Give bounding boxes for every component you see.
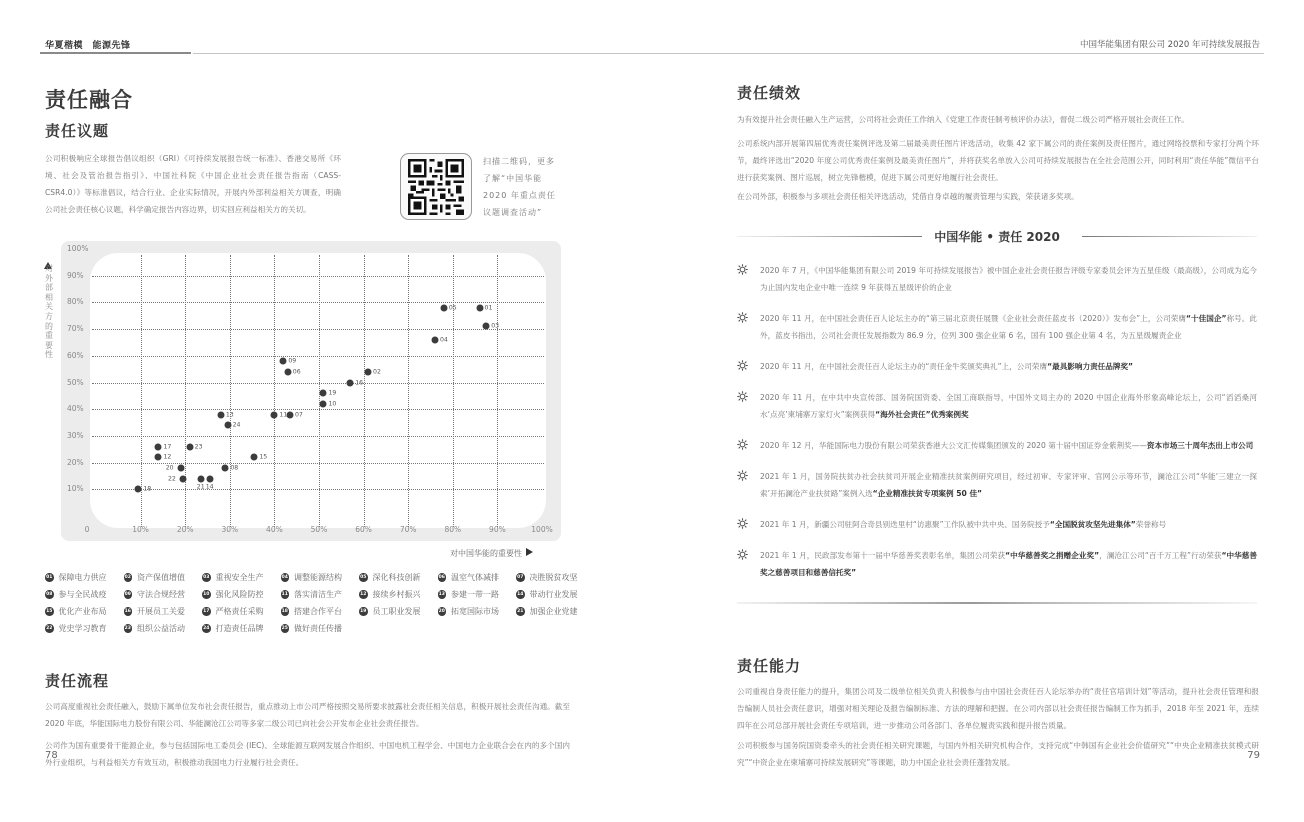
process-paragraph-1: 公司高度重视社会责任融入，鼓励下属单位发布社会责任报告，重点推动上市公司严格按照交易所要求披露社会责任相关信息，积极开展社会责任沟通。截至 2020 年底，华能国际电力股份有限公司、华能澜沧江公司等多家二级公司已向社会公开发布企业社会责任报告。	[45, 702, 570, 728]
x-tick-label: 80%	[444, 525, 462, 534]
performance-title: 责任绩效	[737, 84, 802, 102]
legend-label: 带动行业发展	[529, 590, 578, 599]
data-point-label: 15	[259, 453, 268, 461]
legend-number-badge: 07	[517, 575, 524, 580]
x-tick-label: 50%	[310, 525, 328, 534]
sun-gear-icon	[737, 360, 749, 372]
banner-line-right	[1082, 236, 1257, 237]
legend-item	[359, 589, 438, 600]
y-tick-label: 100%	[67, 244, 89, 253]
data-point-label: 09	[288, 357, 297, 365]
award-item	[737, 437, 1257, 454]
legend-number-badge: 01	[46, 575, 53, 580]
legend-label: 保障电力供应	[58, 573, 107, 582]
data-point-label: 04	[439, 336, 448, 344]
chart-legend	[45, 572, 578, 634]
qr-code-icon	[408, 159, 464, 215]
x-tick-label: 40%	[266, 525, 283, 534]
x-tick-label: 70%	[399, 525, 417, 534]
legend-item	[45, 623, 124, 634]
page-number-right: 79	[1247, 750, 1260, 761]
data-point	[224, 422, 231, 429]
process-paragraph-2: 公司作为国有重要骨干能源企业，参与包括国际电工委员会 (IEC)、全球能源互联网发展合作组织、中国电机工程学会、中国电力企业联合会在内的多个国内外行业组织，与利益相关方有效互动，积极推动我国电力行业履行社会责任。	[45, 741, 570, 767]
legend-label: 搭建合作平台	[294, 607, 342, 616]
legend-label: 拓宽国际市场	[451, 607, 499, 616]
award-item	[737, 262, 1257, 296]
x-tick-label: 30%	[221, 525, 239, 534]
data-point-label: 06	[292, 368, 301, 376]
right-page	[652, 0, 1304, 822]
legend-number-badge: 13	[438, 592, 445, 597]
data-point	[155, 454, 162, 461]
banner-title: 中国华能 • 责任 2020	[934, 230, 1060, 244]
gridline-horizontal	[92, 383, 544, 384]
legend-number-badge: 22	[46, 626, 53, 631]
sun-gear-icon	[737, 439, 749, 451]
x-tick-label: 20%	[176, 525, 194, 534]
award-item	[737, 516, 1257, 533]
y-axis-title: 对 外 部 相 关 方 的 重 要 性	[45, 264, 53, 360]
data-point	[135, 486, 142, 493]
legend-number-badge: 09	[124, 592, 131, 597]
legend-item	[438, 606, 517, 617]
y-tick-label: 40%	[67, 404, 84, 414]
data-point-label: 03	[491, 322, 500, 330]
legend-number-badge: 23	[124, 626, 131, 631]
legend-number-badge: 21	[517, 609, 524, 614]
data-point	[206, 475, 213, 482]
award-text: 2020 年 11 月，在中国社会责任百人论坛主办的“责任金牛奖颁奖典礼”上，公司荣膺“最具影响力责任品牌奖”	[760, 362, 1134, 371]
gridline-vertical	[230, 255, 231, 527]
data-point-label: 13	[225, 411, 234, 419]
data-point	[320, 390, 327, 397]
x-tick-label: 90%	[489, 525, 506, 534]
data-point-label: 11	[279, 411, 288, 419]
data-point	[284, 368, 291, 375]
legend-item	[202, 606, 281, 617]
legend-item	[45, 589, 124, 600]
legend-number-badge: 18	[281, 609, 288, 614]
legend-item	[281, 606, 360, 617]
data-point-label: 12	[163, 453, 172, 461]
data-point	[431, 336, 438, 343]
legend-item	[281, 589, 360, 600]
legend-label: 决胜脱贫攻坚	[529, 573, 578, 582]
y-tick-label: 80%	[67, 297, 84, 307]
y-tick-label: 60%	[67, 350, 84, 360]
y-tick-label: 90%	[67, 270, 84, 280]
gridline-horizontal	[92, 489, 544, 490]
y-tick-label: 10%	[67, 484, 84, 494]
performance-paragraph-3: 在公司外部，积极参与多项社会责任相关评选活动，凭借自身卓越的履责管理与实践，荣获诸多奖项。	[737, 192, 1079, 201]
capability-paragraph-2: 公司积极参与国务院国资委牵头的社会责任相关研究课题，与国内外相关研究机构合作，支持完成“中韩国有企业社会价值研究”“中央企业精准扶贫模式研究”“中资企业在柬埔寨可持续发展研究”等课题，助力中国企业社会责任蓬勃发展。	[737, 741, 1259, 767]
gridline-vertical	[274, 255, 275, 527]
data-point	[271, 411, 278, 418]
legend-item	[438, 589, 517, 600]
legend-item	[124, 623, 203, 634]
data-point-label: 19	[328, 389, 337, 397]
data-point	[197, 475, 204, 482]
data-point-label: 07	[295, 411, 303, 419]
legend-label: 做好责任传播	[294, 624, 342, 633]
legend-label: 重视安全生产	[215, 573, 264, 582]
legend-item	[202, 589, 281, 600]
legend-item	[45, 572, 124, 583]
gridline-vertical	[408, 255, 409, 527]
legend-item	[45, 606, 124, 617]
page-number-left: 78	[45, 750, 58, 761]
data-point	[217, 411, 224, 418]
y-tick-label: 20%	[67, 457, 84, 467]
legend-number-badge: 10	[203, 592, 210, 597]
y-tick-label: 30%	[67, 430, 84, 440]
data-point-label: 14	[205, 483, 214, 491]
gridline-horizontal	[92, 329, 544, 330]
data-point	[483, 323, 490, 330]
x-axis-title: 对中国华能的重要性	[450, 549, 522, 558]
award-text: 2021 年 1 月，民政部发布第十一届中华慈善奖表彰名单，集团公司荣获“中华慈善奖之捐赠企业奖”，澜沧江公司“百千万工程”行动荣获“中华慈善奖之慈善项目和慈善信托奖”	[760, 551, 1257, 577]
data-point	[440, 304, 447, 311]
capability-paragraph-1: 公司重视自身责任能力的提升，集团公司及二级单位相关负责人积极参与由中国社会责任百人论坛举办的“责任官培训计划”等活动，提升社会责任管理和报告编制人员社会责任意识，增强对相关理论及报告编制标准、方法的理解和把握。在公司内部以社会责任报告编制工作为抓手，2018 年至 2021 年，连续四年在公司总部开展社会责任专项培训，进一步推动公司各部门、各单位履责实践和提升报告质量。	[737, 687, 1259, 730]
legend-label: 加强企业党建	[529, 607, 578, 616]
data-point	[186, 443, 193, 450]
gridline-vertical	[185, 255, 186, 527]
legend-number-badge: 05	[360, 575, 367, 580]
legend-label: 调整能源结构	[294, 573, 342, 582]
award-item	[737, 547, 1257, 581]
x-axis-arrow-icon	[526, 548, 533, 556]
legend-label: 严格责任采购	[215, 607, 264, 616]
legend-item	[202, 572, 281, 583]
legend-number-badge: 20	[438, 609, 445, 614]
sun-gear-icon	[737, 549, 749, 561]
qr-code[interactable]	[400, 153, 472, 220]
legend-label: 落实清洁生产	[294, 590, 342, 599]
gridline-horizontal	[92, 302, 544, 303]
data-point-label: 23	[194, 443, 203, 451]
legend-label: 组织公益活动	[137, 624, 185, 633]
sun-gear-icon	[737, 470, 749, 482]
performance-paragraph-1: 为有效提升社会责任融入生产运营，公司将社会责任工作纳入《党建工作责任制考核评价办法》，督促二级公司严格开展社会责任工作。	[737, 115, 1189, 124]
legend-label: 员工职业发展	[372, 607, 421, 616]
legend-label: 接续乡村振兴	[372, 590, 421, 599]
x-tick-label: 100%	[531, 525, 553, 534]
legend-label: 打造责任品牌	[215, 624, 264, 633]
awards-banner	[737, 228, 1257, 244]
legend-number-badge: 11	[281, 592, 288, 597]
section-divider	[737, 602, 1257, 604]
legend-item	[438, 572, 517, 583]
data-point	[177, 464, 184, 471]
header-rule-thick	[40, 52, 191, 54]
qr-caption: 扫描二维码，更多了解“中国华能 2020 年重点责任议题调查活动”	[483, 157, 556, 217]
sun-gear-icon	[737, 312, 749, 324]
legend-number-badge: 02	[124, 575, 131, 580]
legend-number-badge: 04	[281, 575, 288, 580]
legend-item	[124, 572, 203, 583]
legend-item	[359, 606, 438, 617]
process-title: 责任流程	[45, 672, 110, 690]
legend-number-badge: 06	[438, 575, 445, 580]
legend-number-badge: 14	[517, 592, 524, 597]
legend-number-badge: 24	[203, 626, 210, 631]
legend-item	[359, 572, 438, 583]
materiality-chart-plot	[90, 253, 546, 528]
legend-label: 开展员工关爱	[137, 607, 185, 616]
section-title: 责任融合	[45, 88, 133, 112]
header-rule-thin	[193, 53, 652, 54]
data-point	[251, 454, 258, 461]
legend-number-badge: 17	[203, 609, 210, 614]
award-item	[737, 358, 1257, 375]
award-text: 2020 年 11 月，在中国社会责任百人论坛主办的“第三届北京责任展暨《企业社会责任蓝皮书（2020）》发布会”上，公司荣膺“十佳国企”称号。此外，蓝皮书指出，公司社会责任发展指数为 86.9 分，位列 300 强企业第 6 名，国有 100 强企业第 4 名，为五星级履责企业	[760, 314, 1257, 340]
legend-number-badge: 25	[281, 626, 288, 631]
legend-item	[281, 623, 360, 634]
running-head-report-title: 中国华能集团有限公司 2020 年可持续发展报告	[1079, 40, 1260, 50]
legend-number-badge: 16	[124, 609, 131, 614]
legend-item	[124, 589, 203, 600]
award-text: 2020 年 11 月，在中共中央宣传部、国务院国资委、全国工商联指导，中国外文局主办的 2020 中国企业海外形象高峰论坛上，公司“滔滔桑河水‘点亮’柬埔寨万家灯火”案例获得“海外社会责任”优秀案例奖	[760, 393, 1257, 419]
data-point	[287, 411, 294, 418]
data-point-label: 22	[167, 475, 176, 483]
legend-number-badge: 15	[46, 609, 53, 614]
gridline-horizontal	[92, 356, 544, 357]
data-point-label: 05	[448, 304, 457, 312]
gridline-horizontal	[92, 276, 544, 277]
data-point-label: 18	[143, 485, 152, 493]
data-point	[222, 464, 229, 471]
legend-item	[281, 572, 360, 583]
x-tick-label: 60%	[355, 525, 372, 534]
award-item	[737, 389, 1257, 423]
y-tick-label: 50%	[67, 377, 84, 387]
gridline-horizontal	[92, 409, 544, 410]
data-point-label: 17	[163, 443, 172, 451]
data-point	[320, 400, 327, 407]
legend-number-badge: 03	[203, 575, 210, 580]
legend-label: 参建一带一路	[451, 590, 499, 599]
award-text: 2020 年 7 月，《中国华能集团有限公司 2019 年可持续发展报告》被中国企业社会责任报告评级专家委员会评为五星佳级（最高级），公司成为迄今为止国内发电企业中唯一连续 9 年获得五星级评价的企业	[760, 266, 1257, 292]
data-point-label: 24	[232, 421, 241, 429]
legend-label: 资产保值增值	[137, 573, 185, 582]
legend-label: 温室气体减排	[451, 573, 499, 582]
data-point-label: 02	[373, 368, 381, 376]
legend-item	[124, 606, 203, 617]
award-text: 2021 年 1 月，国务院扶贫办社会扶贫司开展企业精准扶贫案例研究项目，经过初审、专家评审、官网公示等环节，澜沧江公司“华能‘三建立一探索’开拓澜沧产业扶贫路”案例入选“企业精准扶贫专项案例 50 佳”	[760, 472, 1257, 498]
data-point	[280, 358, 287, 365]
header-rule-right	[652, 53, 1264, 54]
issues-paragraph: 公司积极响应全球报告倡议组织（GRI）《可持续发展报告统一标准》、香港交易所《环境、社会及管治报告指引》、中国社科院《中国企业社会责任报告指南（CASS-CSR4.0）》等标准倡议，结合行业、企业实际情况，开展内外部利益相关方调查，明确公司社会责任核心议题，科学确定报告内容边界，切实回应利益相关方的关切。	[45, 154, 341, 214]
data-point	[179, 475, 186, 482]
gridline-horizontal	[92, 436, 544, 437]
sun-gear-icon	[737, 264, 749, 276]
data-point-label: 01	[484, 304, 493, 312]
legend-label: 深化科技创新	[372, 573, 421, 582]
legend-label: 强化风险防控	[215, 590, 264, 599]
data-point	[347, 379, 354, 386]
sun-gear-icon	[737, 391, 749, 403]
y-tick-label: 70%	[67, 324, 84, 334]
gridline-vertical	[497, 255, 498, 527]
legend-number-badge: 19	[360, 609, 367, 614]
data-point-label: 08	[230, 464, 239, 472]
award-text: 2020 年 12 月，华能国际电力股份有限公司荣获香港大公文汇传媒集团颁发的 2020 第十届中国证券金紫荆奖——资本市场三十周年杰出上市公司	[760, 441, 1254, 450]
capability-title: 责任能力	[737, 657, 802, 675]
data-point	[155, 443, 162, 450]
data-point-label: 10	[328, 400, 337, 408]
sun-gear-icon	[737, 518, 749, 530]
legend-number-badge: 08	[46, 592, 53, 597]
x-tick-label: 0	[84, 525, 90, 534]
legend-label: 党史学习教育	[58, 624, 107, 633]
award-item	[737, 468, 1257, 502]
legend-item	[516, 589, 595, 600]
data-point-label: 21	[196, 483, 205, 491]
data-point	[476, 304, 483, 311]
data-point-label: 16	[355, 379, 364, 386]
gridline-vertical	[453, 255, 454, 527]
running-head-slogan: 华夏楷模 能源先锋	[45, 41, 131, 51]
gridline-horizontal	[92, 463, 544, 464]
legend-item	[516, 606, 595, 617]
legend-item	[202, 623, 281, 634]
x-tick-label: 10%	[132, 525, 149, 534]
data-point-label: 20	[165, 464, 174, 472]
data-point	[365, 368, 372, 375]
issues-title: 责任议题	[45, 122, 110, 140]
legend-label: 参与全民战疫	[58, 590, 107, 599]
legend-label: 守法合规经营	[137, 590, 185, 599]
legend-item	[516, 572, 595, 583]
award-text: 2021 年 1 月，新疆公司驻阿合奇县别迭里村“访惠聚”工作队被中共中央、国务院授予“全国脱贫攻坚先进集体”荣誉称号	[760, 520, 1167, 529]
performance-paragraph-2: 公司系统内部开展第四届优秀责任案例评选及第二届最美责任图片评选活动，收集 42 家下属公司的责任案例及责任图片，通过网络投票和专家打分两个环节，最终评选出“2020 年度公司优秀责任案例及最美责任图片”，并将获奖名单放入公司可持续发展报告在全社会范围公开，同时利用“责任华能”微信平台进行获奖案例、图片巡展，树立先锋楷模，促进下属公司更好地履行社会责任。	[737, 139, 1259, 182]
awards-list	[737, 262, 1257, 595]
legend-number-badge: 12	[360, 592, 367, 597]
award-item	[737, 310, 1257, 344]
gridline-vertical	[364, 255, 365, 527]
legend-label: 优化产业布局	[58, 607, 107, 616]
